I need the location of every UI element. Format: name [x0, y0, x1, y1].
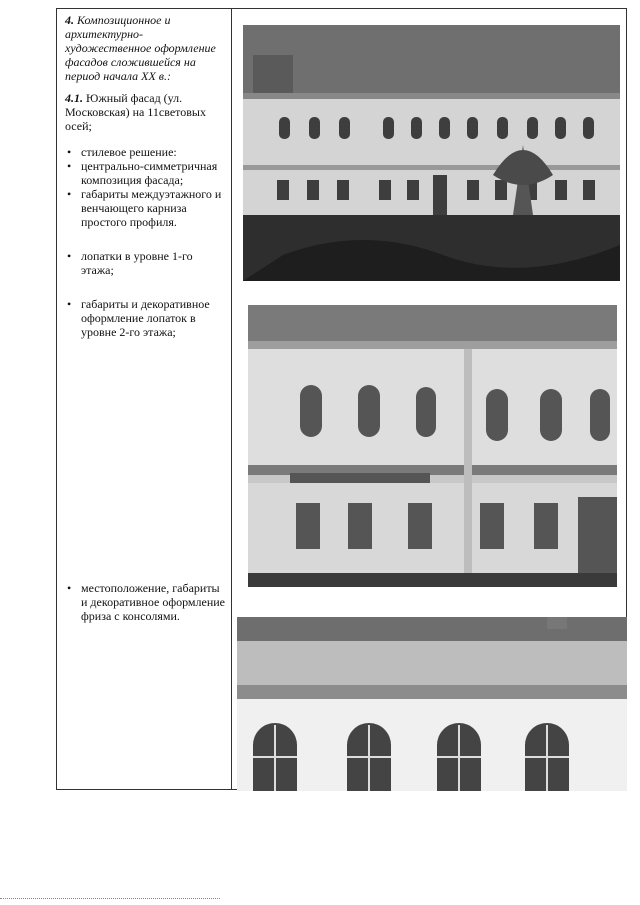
bullet-list-1 — [65, 145, 227, 229]
facade-detail-photo — [248, 305, 617, 587]
subsection-text: Южный фасад (ул. Московская) на 11световых осей; — [65, 91, 206, 133]
bullet-list-2 — [65, 249, 227, 277]
section-heading — [65, 13, 227, 83]
subsection-heading — [65, 91, 227, 133]
left-column — [65, 13, 227, 623]
list-item: • габариты междуэтажного и венчающего карниза простого профиля. — [65, 187, 227, 229]
subsection-number: 4.1. — [65, 91, 83, 105]
list-item: • местоположение, габариты и декоративное оформление фриза с консолями. — [65, 581, 227, 623]
bullet-list-3 — [65, 297, 227, 339]
list-item: • стилевое решение: — [65, 145, 227, 159]
footer-line — [0, 898, 220, 899]
document-table — [56, 8, 627, 790]
column-divider — [231, 9, 232, 789]
heading-number: 4. — [65, 13, 74, 27]
facade-photo — [243, 25, 620, 281]
list-item: • лопатки в уровне 1-го этажа; — [65, 249, 227, 277]
heading-text: Композиционное и архитектурно-художественное оформление фасадов сложившейся на период начала XX в.: — [65, 13, 216, 83]
list-item: • центрально-симметричная композиция фасада; — [65, 159, 227, 187]
frieze-detail-photo — [237, 617, 627, 791]
list-item: • габариты и декоративное оформление лопаток в уровне 2-го этажа; — [65, 297, 227, 339]
bullet-list-4 — [65, 581, 227, 623]
